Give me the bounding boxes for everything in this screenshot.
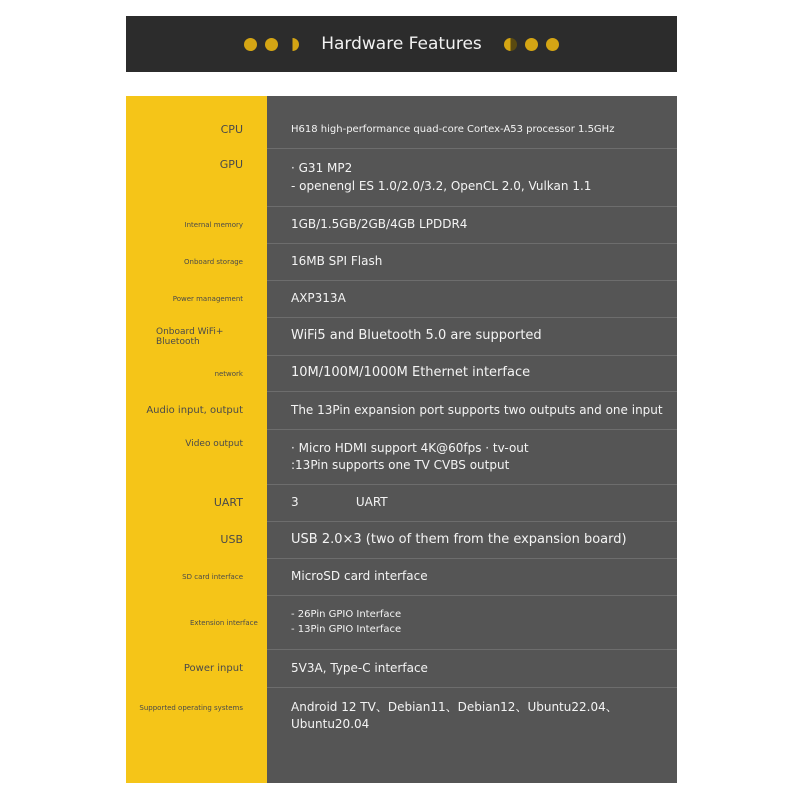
spec-value	[267, 207, 677, 244]
spec-label: CPU	[220, 123, 243, 137]
decor-half-dot-icon	[286, 38, 299, 51]
spec-value-line: - 13Pin GPIO Interface	[291, 623, 402, 635]
table-row-network	[126, 356, 677, 392]
spec-value	[267, 318, 677, 356]
table-row-gpu	[126, 149, 677, 207]
spec-label: Audio input, output	[146, 405, 243, 417]
spec-value-line: 1GB/1.5GB/2GB/4GB LPDDR4	[291, 217, 468, 232]
spec-value-line: 5V3A, Type-C interface	[291, 660, 428, 675]
table-row-cpu	[126, 112, 677, 149]
spec-label: Power management	[172, 295, 243, 304]
decor-half-dot-icon	[504, 38, 517, 51]
page-title: Hardware Features	[321, 34, 482, 54]
table-row-sd-card	[126, 559, 677, 596]
spec-value	[267, 485, 677, 522]
spec-value	[267, 392, 677, 430]
header-content	[244, 34, 559, 54]
spec-value-line: USB 2.0×3 (two of them from the expansion board)	[291, 531, 627, 547]
spec-value	[267, 559, 677, 596]
spec-value	[267, 281, 677, 318]
spec-value-line: Ubuntu20.04	[291, 717, 370, 731]
spec-value	[267, 430, 677, 485]
spec-value	[267, 149, 677, 207]
spec-value-line: 16MB SPI Flash	[291, 254, 383, 269]
table-row-audio	[126, 392, 677, 430]
spec-label: USB	[220, 533, 243, 547]
spec-value	[267, 650, 677, 688]
spec-value-line: Android 12 TV、Debian11、Debian12、Ubuntu22.04、	[291, 699, 618, 714]
table-row-video	[126, 430, 677, 485]
table-row-power-input	[126, 650, 677, 688]
header-banner	[126, 16, 677, 72]
spec-label: Power input	[183, 663, 243, 675]
spec-label: Onboard WiFi+ Bluetooth	[156, 326, 224, 347]
decor-dot-icon	[546, 38, 559, 51]
table-row-usb	[126, 522, 677, 559]
decor-dot-icon	[244, 38, 257, 51]
spec-value-line: H618 high-performance quad-core Cortex-A53 processor 1.5GHz	[291, 123, 615, 135]
table-row-storage	[126, 244, 677, 281]
table-row-wifi-bluetooth	[126, 318, 677, 356]
spec-value-line: - openengl ES 1.0/2.0/3.2, OpenCL 2.0, Vulkan 1.1	[291, 178, 592, 193]
spec-label: UART	[213, 496, 243, 510]
spec-value-line: MicroSD card interface	[291, 569, 428, 584]
spec-label: Extension interface	[190, 618, 258, 627]
spec-value-line: AXP313A	[291, 291, 346, 306]
table-row-operating-systems	[126, 688, 677, 744]
spec-value-line: · Micro HDMI support 4K@60fps · tv-out	[291, 440, 529, 455]
spec-value	[267, 112, 677, 149]
table-row-uart	[126, 485, 677, 522]
spec-value-line: 3 UART	[291, 495, 388, 510]
spec-value-line: The 13Pin expansion port supports two outputs and one input	[291, 402, 663, 417]
spec-value-line: :13Pin supports one TV CVBS output	[291, 458, 510, 472]
spec-label: GPU	[219, 158, 243, 171]
decor-dot-icon	[265, 38, 278, 51]
spec-label: SD card interface	[182, 573, 243, 582]
spec-value	[267, 688, 677, 744]
spec-table	[126, 96, 677, 783]
table-row-power-management	[126, 281, 677, 318]
table-row-memory	[126, 207, 677, 244]
decor-dot-icon	[525, 38, 538, 51]
spec-value	[267, 596, 677, 650]
spec-value-line: - 26Pin GPIO Interface	[291, 609, 402, 620]
spec-value	[267, 244, 677, 281]
spec-value-line: WiFi5 and Bluetooth 5.0 are supported	[291, 328, 542, 344]
spec-value-line: · G31 MP2	[291, 161, 353, 176]
spec-value	[267, 356, 677, 392]
spec-value-line: 10M/100M/1000M Ethernet interface	[291, 365, 531, 381]
spec-label: Onboard storage	[184, 258, 243, 267]
spec-label: Supported operating systems	[139, 704, 243, 712]
spec-value	[267, 522, 677, 559]
spec-label: network	[214, 369, 243, 378]
spec-label: Video output	[185, 439, 243, 449]
spec-label: Internal memory	[184, 221, 243, 230]
table-row-extension	[126, 596, 677, 650]
